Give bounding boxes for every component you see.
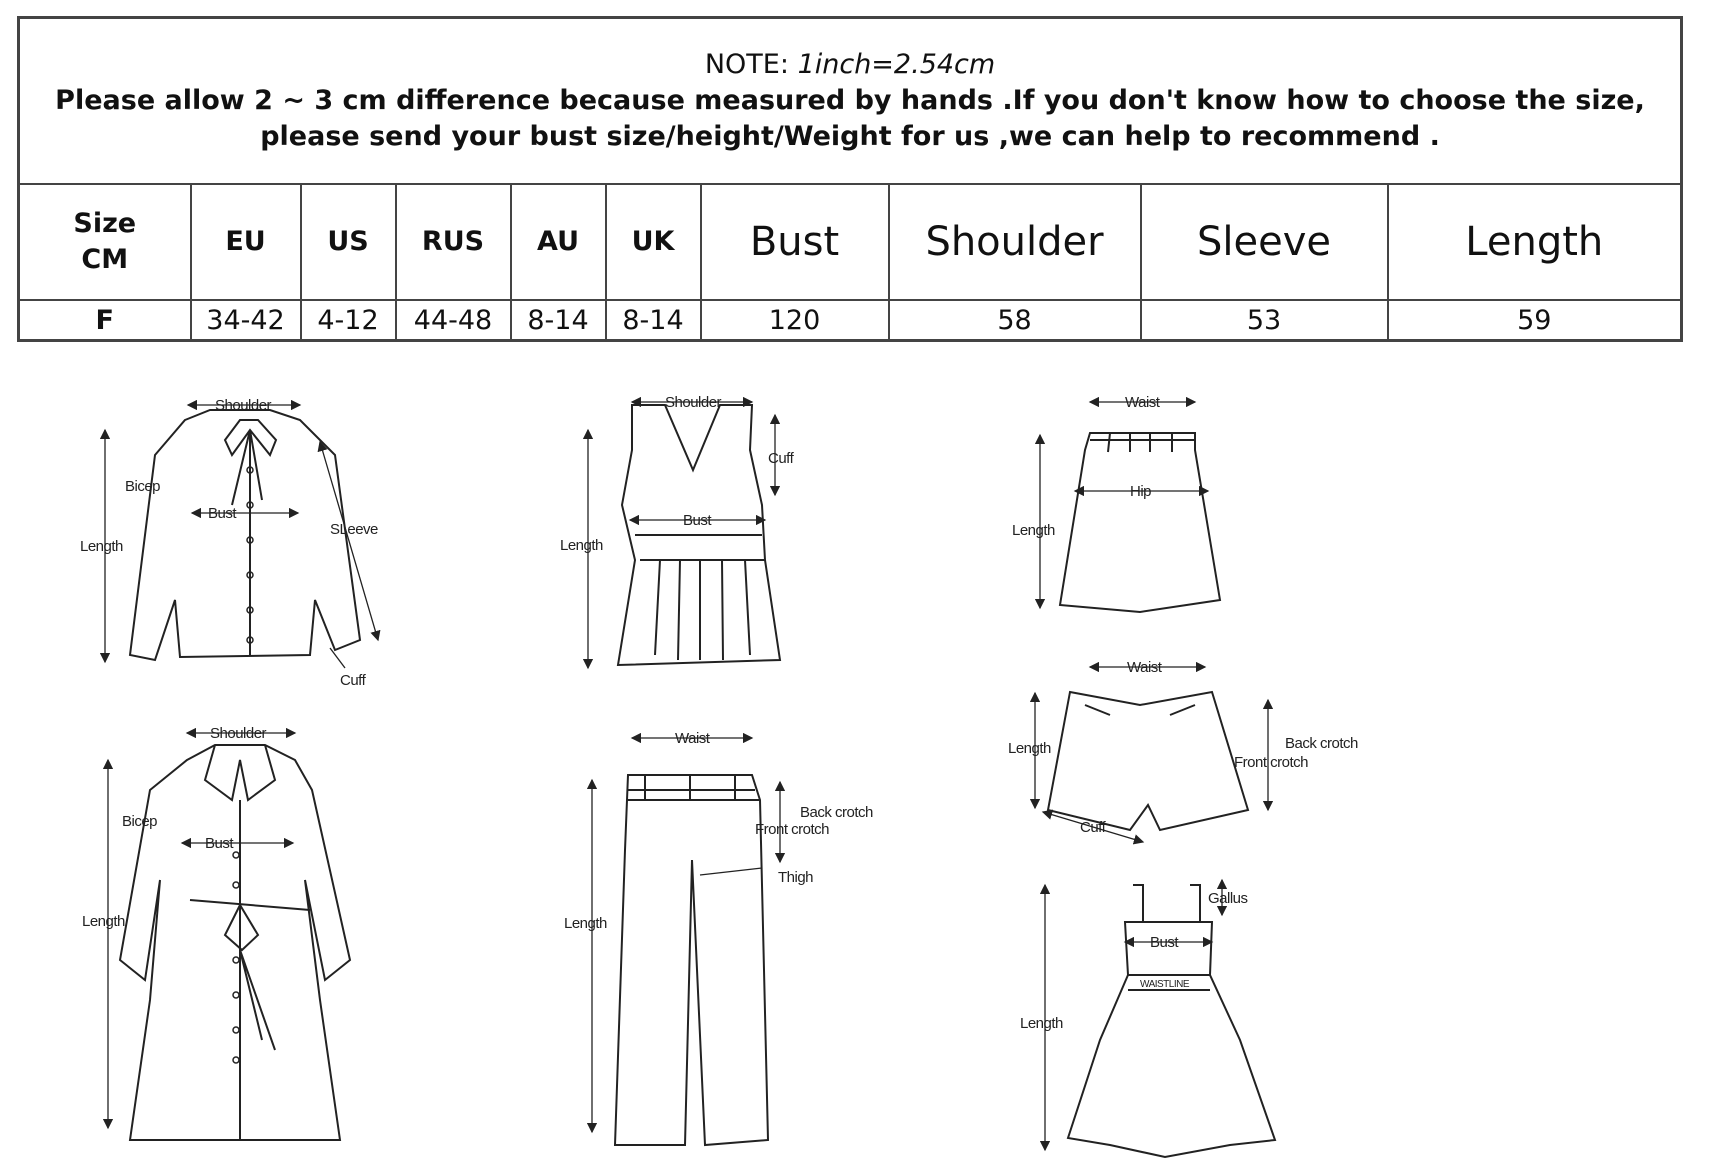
note-label: NOTE: xyxy=(704,49,789,80)
shorts-back-crotch-label: Back crotch xyxy=(1285,735,1358,752)
coat-length-label: Length xyxy=(82,913,125,930)
skirt-diagram xyxy=(1012,394,1220,612)
coat-diagram xyxy=(82,725,350,1140)
header-au: AU xyxy=(511,184,606,300)
pants-diagram xyxy=(564,730,873,1145)
note-instructions: Please allow 2 ~ 3 cm difference because measured by hands .If you don't know how to choose the size, please send your bust size/height/Weight for us ,we can help to recommend . xyxy=(55,85,1645,152)
header-sleeve: Sleeve xyxy=(1141,184,1388,300)
cell-us: 4-12 xyxy=(301,300,396,341)
measurement-diagrams xyxy=(0,370,1716,1167)
header-rus: RUS xyxy=(396,184,511,300)
shirt-cuff-label: Cuff xyxy=(340,672,366,689)
shirt-sleeve-label: SLeeve xyxy=(330,521,378,538)
pants-waist-label: Waist xyxy=(675,730,710,747)
note-cell xyxy=(19,18,1682,185)
cell-rus: 44-48 xyxy=(396,300,511,341)
cell-bust: 120 xyxy=(701,300,889,341)
dress-waistline-label: WAISTLINE xyxy=(1140,979,1190,990)
size-chart-table xyxy=(17,16,1683,342)
cell-au: 8-14 xyxy=(511,300,606,341)
cell-shoulder: 58 xyxy=(889,300,1141,341)
table-row xyxy=(19,300,1682,341)
dress-gallus-label: Gallus xyxy=(1208,890,1248,907)
shorts-front-crotch-label: Front crotch xyxy=(1234,754,1309,771)
tank-diagram xyxy=(560,394,795,668)
shorts-cuff-label: Cuff xyxy=(1080,819,1106,836)
tank-length-label: Length xyxy=(560,537,603,554)
shorts-waist-label: Waist xyxy=(1127,659,1162,676)
pants-thigh-label: Thigh xyxy=(778,869,814,886)
shorts-length-label: Length xyxy=(1008,740,1051,757)
header-eu: EU xyxy=(191,184,301,300)
size-chart-sheet xyxy=(17,16,1680,342)
skirt-length-label: Length xyxy=(1012,522,1055,539)
cell-eu: 34-42 xyxy=(191,300,301,341)
skirt-outline xyxy=(1060,433,1220,612)
coat-bust-label: Bust xyxy=(205,835,234,852)
shirt-length-label: Length xyxy=(80,538,123,555)
cell-length: 59 xyxy=(1388,300,1682,341)
pants-back-crotch-label: Back crotch xyxy=(800,804,873,821)
dress-outline xyxy=(1068,922,1275,1157)
skirt-waist-label: Waist xyxy=(1125,394,1160,411)
header-us: US xyxy=(301,184,396,300)
header-uk: UK xyxy=(606,184,701,300)
shirt-shoulder-label: Shoulder xyxy=(215,397,272,414)
header-bust: Bust xyxy=(701,184,889,300)
coat-bicep-label: Bicep xyxy=(122,813,158,830)
dress-length-label: Length xyxy=(1020,1015,1063,1032)
cell-uk: 8-14 xyxy=(606,300,701,341)
skirt-hip-label: Hip xyxy=(1130,483,1152,500)
shorts-diagram xyxy=(1008,659,1358,842)
cell-size: F xyxy=(19,300,191,341)
pants-front-crotch-label: Front crotch xyxy=(755,821,830,838)
header-size: Size CM xyxy=(19,184,191,300)
tank-shoulder-label: Shoulder xyxy=(665,394,722,411)
dress-diagram xyxy=(1020,880,1275,1157)
pants-length-label: Length xyxy=(564,915,607,932)
shorts-outline xyxy=(1048,692,1248,830)
coat-shoulder-label: Shoulder xyxy=(210,725,267,742)
dress-bust-label: Bust xyxy=(1150,934,1179,951)
shirt-bicep-label: Bicep xyxy=(125,478,161,495)
tank-bust-label: Bust xyxy=(683,512,712,529)
shirt-bust-label: Bust xyxy=(208,505,237,522)
shirt-diagram xyxy=(80,397,378,689)
header-row xyxy=(19,184,1682,300)
header-length: Length xyxy=(1388,184,1682,300)
header-shoulder: Shoulder xyxy=(889,184,1141,300)
note-unit-line xyxy=(20,47,1680,83)
tank-cuff-label: Cuff xyxy=(768,450,794,467)
cell-sleeve: 53 xyxy=(1141,300,1388,341)
pants-outline xyxy=(615,775,768,1145)
note-conversion: 1inch=2.54cm xyxy=(797,49,996,80)
